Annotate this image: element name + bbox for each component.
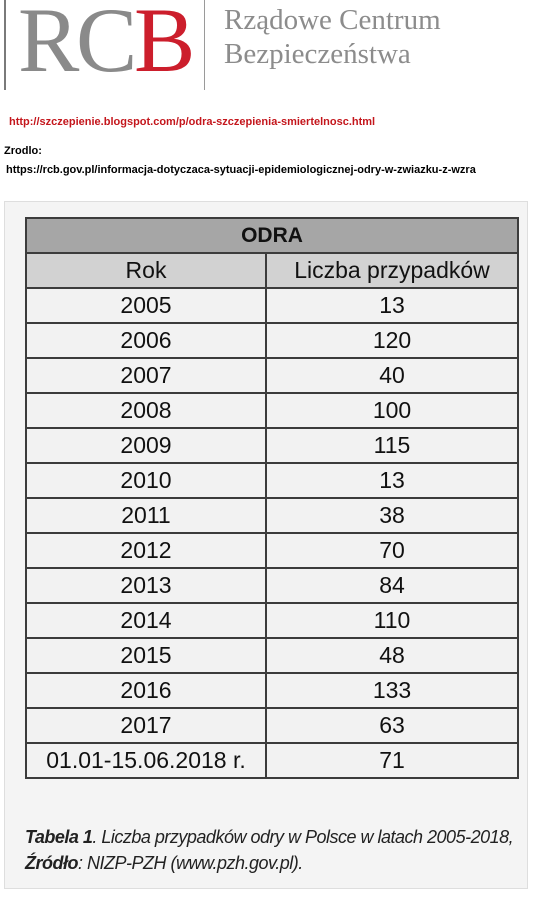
table-header-row	[26, 253, 518, 288]
caption-label: Tabela 1	[25, 827, 93, 847]
year-cell: 2016	[26, 673, 266, 708]
measles-cases-table	[25, 217, 519, 779]
cases-cell: 110	[266, 603, 518, 638]
rcb-logo	[0, 0, 534, 92]
org-name-line-1: Rządowe Centrum	[224, 4, 441, 36]
cases-cell: 63	[266, 708, 518, 743]
year-cell: 2007	[26, 358, 266, 393]
table-caption	[25, 824, 525, 876]
year-cell: 2006	[26, 323, 266, 358]
year-cell: 2017	[26, 708, 266, 743]
table-row	[26, 533, 518, 568]
year-cell: 2010	[26, 463, 266, 498]
cases-cell: 115	[266, 428, 518, 463]
table-row	[26, 463, 518, 498]
table-row	[26, 638, 518, 673]
logo-letter-c: C	[76, 0, 136, 91]
table-title: ODRA	[26, 218, 518, 253]
year-cell: 2012	[26, 533, 266, 568]
blog-link[interactable]: http://szczepienie.blogspot.com/p/odra-szczepienia-smiertelnosc.html	[9, 116, 376, 128]
column-header-year: Rok	[26, 253, 266, 288]
cases-cell: 120	[266, 323, 518, 358]
cases-cell: 38	[266, 498, 518, 533]
year-cell: 01.01-15.06.2018 r.	[26, 743, 266, 778]
column-header-cases: Liczba przypadków	[266, 253, 518, 288]
caption-source-text: : NIZP-PZH (www.pzh.gov.pl).	[78, 853, 303, 873]
caption-source-label: Źródło	[25, 853, 78, 873]
table-figure	[4, 201, 528, 889]
table-row	[26, 393, 518, 428]
table-row	[26, 358, 518, 393]
year-cell: 2014	[26, 603, 266, 638]
cases-cell: 40	[266, 358, 518, 393]
table-row	[26, 673, 518, 708]
cases-cell: 133	[266, 673, 518, 708]
logo-left-rule	[4, 0, 6, 90]
cases-cell: 100	[266, 393, 518, 428]
year-cell: 2011	[26, 498, 266, 533]
org-name-line-2: Bezpieczeństwa	[224, 38, 411, 70]
source-url-link[interactable]: https://rcb.gov.pl/informacja-dotyczaca-sytuacji-epidemiologicznej-odry-w-zwiazku-z-wzra	[6, 164, 476, 176]
year-cell: 2013	[26, 568, 266, 603]
year-cell: 2005	[26, 288, 266, 323]
cases-cell: 48	[266, 638, 518, 673]
cases-cell: 70	[266, 533, 518, 568]
table-row	[26, 743, 518, 778]
cases-cell: 13	[266, 288, 518, 323]
table-row	[26, 568, 518, 603]
table-row	[26, 288, 518, 323]
table-row	[26, 498, 518, 533]
logo-letter-r: R	[18, 0, 78, 91]
table-row	[26, 323, 518, 358]
cases-cell: 13	[266, 463, 518, 498]
cases-cell: 71	[266, 743, 518, 778]
table-row	[26, 708, 518, 743]
logo-letter-b: B	[134, 0, 194, 91]
year-cell: 2015	[26, 638, 266, 673]
table-title-row	[26, 218, 518, 253]
table-row	[26, 428, 518, 463]
table-row	[26, 603, 518, 638]
table-body	[26, 288, 518, 778]
year-cell: 2009	[26, 428, 266, 463]
year-cell: 2008	[26, 393, 266, 428]
source-label: Zrodlo:	[4, 145, 42, 157]
caption-text: . Liczba przypadków odry w Polsce w latach 2005-2018,	[92, 827, 514, 847]
logo-separator	[204, 0, 205, 90]
cases-cell: 84	[266, 568, 518, 603]
